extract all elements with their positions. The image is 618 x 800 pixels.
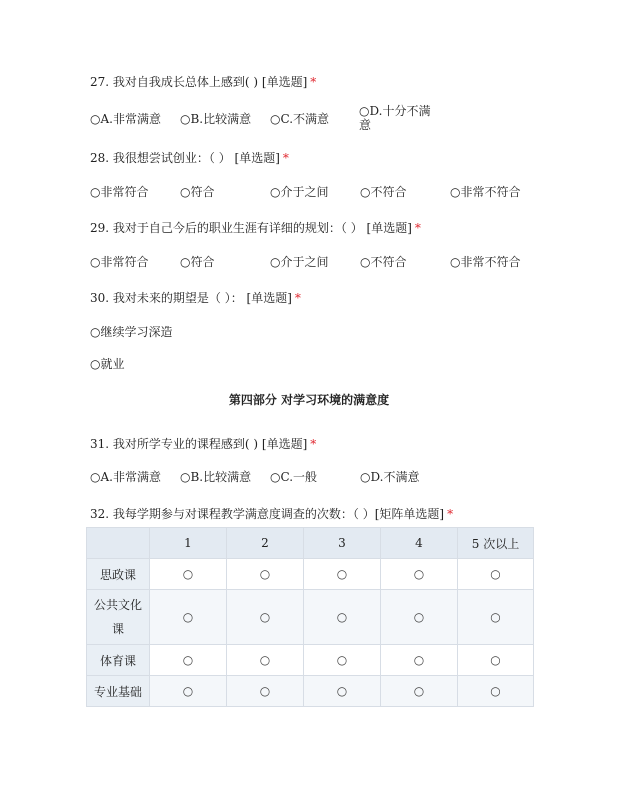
matrix-cell[interactable]: [304, 676, 381, 707]
radio-icon[interactable]: ○: [182, 684, 194, 698]
option-1[interactable]: ○继续学习深造: [90, 325, 173, 339]
matrix-col-header: 2: [227, 528, 304, 559]
matrix-row: [87, 676, 534, 707]
matrix-cell[interactable]: [458, 559, 534, 590]
question-28-text: 28. 我很想尝试创业：（ ） [单选题]: [90, 151, 280, 165]
option-1[interactable]: ○非常符合: [90, 255, 149, 269]
question-27: [90, 73, 316, 90]
option-1[interactable]: ○非常符合: [90, 185, 149, 199]
radio-icon[interactable]: ○: [336, 610, 348, 624]
matrix-cell[interactable]: [381, 559, 458, 590]
option-5[interactable]: ○非常不符合: [450, 255, 521, 269]
required-mark: *: [447, 507, 454, 521]
question-32-text: 32. 我每学期参与对课程教学满意度调查的次数：（ ）[矩阵单选题]: [90, 507, 445, 521]
radio-icon[interactable]: ○: [413, 653, 425, 667]
radio-icon[interactable]: ○: [336, 653, 348, 667]
matrix-cell[interactable]: [227, 676, 304, 707]
required-mark: *: [282, 151, 289, 165]
radio-icon[interactable]: ○: [182, 567, 194, 581]
question-30: [90, 289, 301, 306]
question-29: [90, 219, 421, 236]
question-32: [90, 505, 453, 522]
radio-icon[interactable]: ○: [336, 567, 348, 581]
matrix-row-label: 专业基础: [87, 676, 150, 707]
option-2[interactable]: ○符合: [180, 185, 215, 199]
option-5[interactable]: ○非常不符合: [450, 185, 521, 199]
matrix-cell[interactable]: [304, 645, 381, 676]
option-c[interactable]: ○C.不满意: [270, 112, 330, 126]
required-mark: *: [414, 221, 421, 235]
radio-icon[interactable]: ○: [259, 610, 271, 624]
option-4[interactable]: ○不符合: [360, 185, 407, 199]
required-mark: *: [294, 291, 301, 305]
matrix-cell[interactable]: [304, 559, 381, 590]
radio-icon[interactable]: ○: [336, 684, 348, 698]
question-31: [90, 435, 316, 452]
required-mark: *: [310, 437, 317, 451]
matrix-row: [87, 645, 534, 676]
matrix-cell[interactable]: [227, 645, 304, 676]
matrix-row-label: 公共文化课: [87, 590, 150, 645]
option-d[interactable]: ○D.十分不满意: [359, 104, 431, 132]
matrix-cell[interactable]: [227, 559, 304, 590]
option-a[interactable]: ○A.非常满意: [90, 112, 161, 126]
section-title: 第四部分 对学习环境的满意度: [228, 393, 390, 407]
required-mark: *: [310, 75, 317, 89]
radio-icon[interactable]: ○: [413, 684, 425, 698]
matrix-row-label: 体育课: [87, 645, 150, 676]
radio-icon[interactable]: ○: [490, 567, 501, 581]
matrix-table: [86, 527, 534, 707]
radio-icon[interactable]: ○: [490, 684, 501, 698]
radio-icon[interactable]: ○: [490, 610, 501, 624]
matrix-cell[interactable]: [458, 590, 534, 645]
radio-icon[interactable]: ○: [182, 653, 194, 667]
question-27-text: 27. 我对自我成长总体上感到( ) [单选题]: [90, 75, 308, 89]
option-b[interactable]: ○B.比较满意: [180, 470, 252, 484]
radio-icon[interactable]: ○: [413, 567, 425, 581]
matrix-col-header: 1: [150, 528, 227, 559]
matrix-col-header: 3: [304, 528, 381, 559]
matrix-cell[interactable]: [381, 645, 458, 676]
radio-icon[interactable]: ○: [259, 567, 271, 581]
option-3[interactable]: ○介于之间: [270, 255, 329, 269]
question-28: [90, 149, 289, 166]
option-2[interactable]: ○符合: [180, 255, 215, 269]
matrix-cell[interactable]: [150, 676, 227, 707]
matrix-cell[interactable]: [150, 645, 227, 676]
radio-icon[interactable]: ○: [259, 684, 271, 698]
option-4[interactable]: ○不符合: [360, 255, 407, 269]
question-29-text: 29. 我对于自己今后的职业生涯有详细的规划：（ ） [单选题]: [90, 221, 412, 235]
matrix-cell[interactable]: [381, 676, 458, 707]
option-a[interactable]: ○A.非常满意: [90, 470, 161, 484]
matrix-row-label: 思政课: [87, 559, 150, 590]
matrix-header-row: [87, 528, 534, 559]
matrix-cell[interactable]: [458, 676, 534, 707]
radio-icon[interactable]: ○: [182, 610, 194, 624]
question-30-text: 30. 我对未来的期望是（ ）： [单选题]: [90, 291, 292, 305]
matrix-col-header: 5 次以上: [458, 528, 534, 559]
option-d[interactable]: ○D.不满意: [360, 470, 420, 484]
matrix-cell[interactable]: [150, 590, 227, 645]
option-2[interactable]: ○就业: [90, 357, 125, 371]
matrix-cell[interactable]: [150, 559, 227, 590]
radio-icon[interactable]: ○: [490, 653, 501, 667]
option-c[interactable]: ○C.一般: [270, 470, 318, 484]
radio-icon[interactable]: ○: [413, 610, 425, 624]
option-3[interactable]: ○介于之间: [270, 185, 329, 199]
radio-icon[interactable]: ○: [259, 653, 271, 667]
matrix-row: [87, 590, 534, 645]
matrix-cell[interactable]: [227, 590, 304, 645]
option-b[interactable]: ○B.比较满意: [180, 112, 252, 126]
question-31-text: 31. 我对所学专业的课程感到( ) [单选题]: [90, 437, 308, 451]
matrix-cell[interactable]: [304, 590, 381, 645]
matrix-row: [87, 559, 534, 590]
matrix-col-header: 4: [381, 528, 458, 559]
matrix-corner: [87, 528, 150, 559]
matrix-cell[interactable]: [458, 645, 534, 676]
matrix-cell[interactable]: [381, 590, 458, 645]
